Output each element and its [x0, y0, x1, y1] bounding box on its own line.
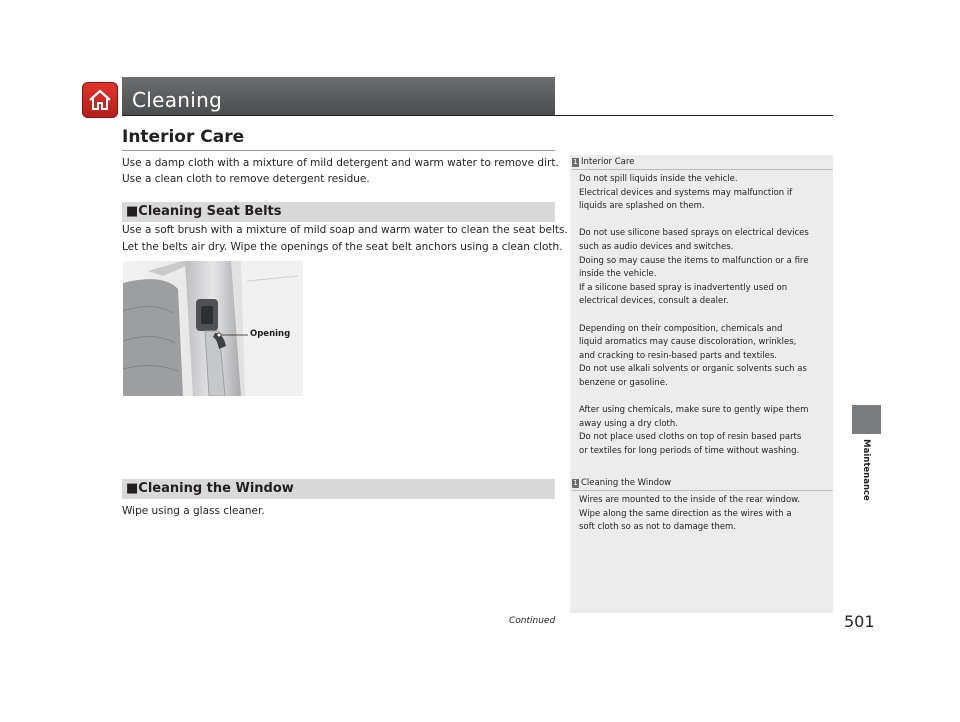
note-line: After using chemicals, make sure to gently wipe them [579, 405, 809, 416]
note-divider [572, 490, 833, 491]
seat-belt-line-1: Use a soft brush with a mixture of mild soap and warm water to clean the seat belts. [122, 224, 568, 236]
note-title-interior-care [572, 157, 634, 167]
note-line: Do not spill liquids inside the vehicle. [579, 174, 738, 184]
intro-line-1: Use a damp cloth with a mixture of mild detergent and warm water to remove dirt. [122, 157, 559, 169]
seat-belt-line-2: Let the belts air dry. Wipe the openings of the seat belt anchors using a clean cloth. [122, 241, 563, 253]
continued-label: Continued [509, 616, 556, 626]
note-title-text: Cleaning the Window [581, 478, 672, 488]
note-line: Do not use silicone based sprays on electrical devices [579, 228, 809, 239]
note-body-interior-care [579, 173, 829, 458]
chapter-tab-marker[interactable] [852, 405, 881, 434]
subheading-seat-belts: ■Cleaning Seat Belts [126, 204, 282, 219]
chapter-title-bar [122, 77, 555, 115]
house-icon [88, 89, 112, 111]
note-divider [572, 169, 833, 170]
section-divider [122, 150, 555, 151]
note-title-window [572, 478, 671, 488]
figure-callout-opening: Opening [250, 329, 291, 339]
note-body-window [579, 494, 829, 535]
page-number: 501 [844, 612, 875, 631]
note-line: liquids are splashed on them. [579, 201, 705, 212]
home-icon[interactable] [82, 82, 118, 118]
subheading-bar-seat-belts [122, 202, 555, 222]
note-line: away using a dry cloth. [579, 418, 678, 429]
note-line: liquid aromatics may cause discoloration, wrinkles, [579, 337, 797, 348]
subheading-bar-window [122, 479, 555, 499]
note-line: or textiles for long periods of time without washing. [579, 445, 800, 456]
note-line: electrical devices, consult a dealer. [579, 296, 729, 307]
page-title: Cleaning [132, 88, 223, 112]
intro-line-2: Use a clean cloth to remove detergent residue. [122, 173, 370, 185]
note-line: such as audio devices and switches. [579, 241, 734, 252]
note-line: Do not use alkali solvents or organic solvents such as [579, 364, 807, 375]
note-line: If a silicone based spray is inadvertently used on [579, 282, 788, 293]
note-badge: 1 [573, 478, 578, 487]
note-line: Electrical devices and systems may malfunction if [579, 187, 793, 198]
subheading-seat-belts-text: Cleaning Seat Belts [138, 204, 282, 219]
note-badge: 1 [573, 157, 578, 166]
note-line: soft cloth so as not to damage them. [579, 522, 737, 533]
window-line: Wipe using a glass cleaner. [122, 505, 265, 517]
note-title-text: Interior Care [581, 157, 635, 167]
note-line: benzene or gasoline. [579, 377, 668, 388]
chapter-tab-label: Maintenance [861, 439, 871, 501]
title-divider [122, 115, 833, 116]
note-line: inside the vehicle. [579, 269, 657, 280]
note-line: and cracking to resin-based parts and textiles. [579, 350, 778, 361]
note-line: Doing so may cause the items to malfunction or a fire [579, 255, 809, 266]
subheading-window: ■Cleaning the Window [126, 481, 294, 496]
subheading-window-text: Cleaning the Window [138, 481, 294, 496]
note-line: Depending on their composition, chemicals and [579, 323, 783, 334]
section-heading: Interior Care [122, 127, 245, 147]
note-line: Do not place used cloths on top of resin based parts [579, 432, 802, 443]
note-line: Wipe along the same direction as the wires with a [579, 508, 792, 519]
note-line: Wires are mounted to the inside of the rear window. [579, 495, 801, 505]
